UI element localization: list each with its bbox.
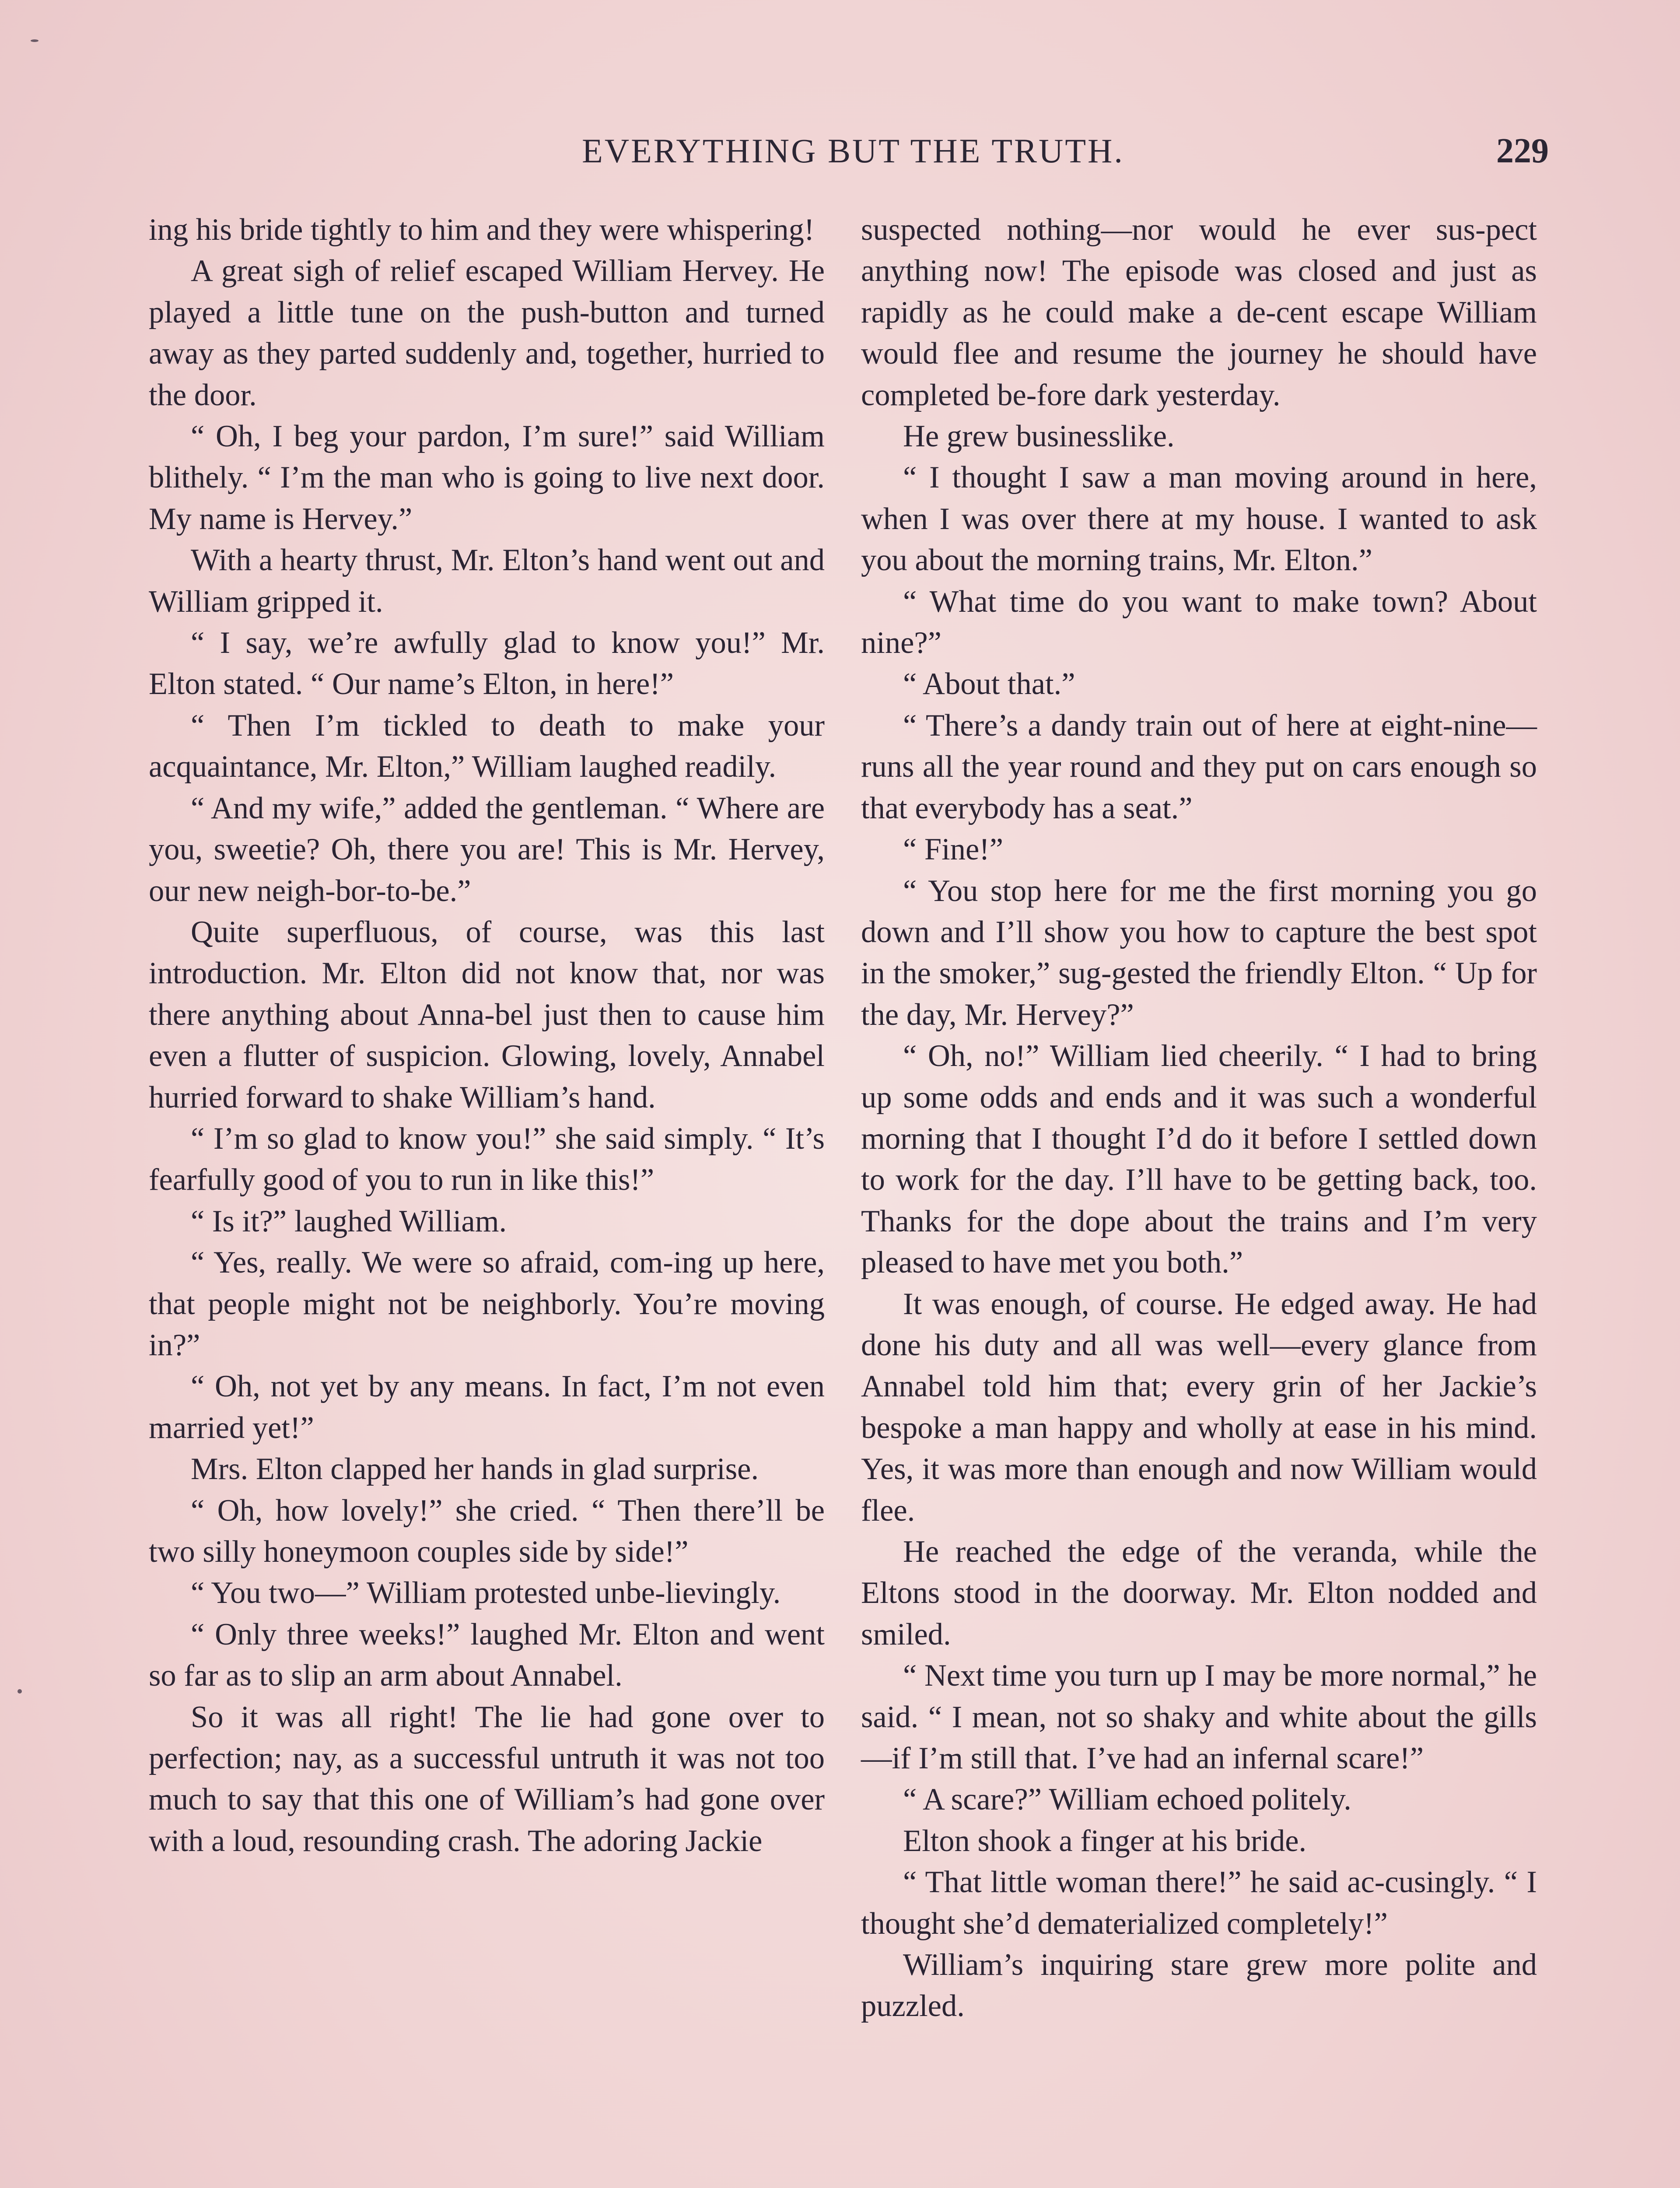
paragraph: “ And my wife,” added the gentleman. “ Where are you, sweetie? Oh, there you are! This is Mr. Hervey, our new neigh-bor-to-be.”	[149, 791, 825, 908]
paragraph: “ You stop here for me the first morning you go down and I’ll show you how to capture the best spot in the smoker,” sug-gested the friendly Elton. “ Up for the day, Mr. Hervey?”	[861, 873, 1537, 1032]
paragraph: He grew businesslike.	[903, 419, 1175, 454]
paragraph: A great sigh of relief escaped William Hervey. He played a little tune on the push-button and turned away as they parted suddenly and, together, hurried to the door.	[149, 254, 825, 412]
ink-fleck	[31, 39, 38, 42]
paragraph: He reached the edge of the veranda, while the Eltons stood in the doorway. Mr. Elton nodded and smiled.	[861, 1535, 1537, 1652]
paragraph: So it was all right! The lie had gone over to perfection; nay, as a successful untruth it was not too much to say that this one of William’s had gone over with a loud, resounding crash. The adoring Jackie	[149, 1700, 825, 1858]
paragraph: “ What time do you want to make town? About nine?”	[861, 584, 1537, 660]
paragraph: William’s inquiring stare grew more polite and puzzled.	[861, 1948, 1537, 2023]
paragraph: “ Yes, really. We were so afraid, com-ing up here, that people might not be neighborly. You’re moving in?”	[149, 1245, 825, 1362]
ink-fleck	[18, 1689, 22, 1694]
running-title: EVERYTHING BUT THE TRUTH.	[582, 132, 1124, 170]
paragraph: “ Then I’m tickled to death to make your acquaintance, Mr. Elton,” William laughed readily.	[149, 708, 825, 784]
right-text-column	[861, 209, 1537, 2027]
paragraph: “ That little woman there!” he said ac-cusingly. “ I thought she’d dematerialized completely!”	[861, 1865, 1537, 1941]
paragraph: “ Only three weeks!” laughed Mr. Elton and went so far as to slip an arm about Annabel.	[149, 1617, 825, 1693]
paragraph: “ You two—” William protested unbe-lievingly.	[191, 1576, 781, 1610]
paragraph: “ Next time you turn up I may be more normal,” he said. “ I mean, not so shaky and white about the gills—if I’m still that. I’ve had an infernal scare!”	[861, 1659, 1537, 1776]
paragraph: With a hearty thrust, Mr. Elton’s hand went out and William gripped it.	[149, 543, 825, 619]
paragraph: “ I’m so glad to know you!” she said simply. “ It’s fearfully good of you to run in like this!”	[149, 1121, 825, 1197]
paragraph: suspected nothing—nor would he ever sus-pect anything now! The episode was closed and just as rapidly as he could make a de-cent escape William would flee and resume the journey he should have completed be-fore dark yesterday.	[861, 213, 1537, 412]
paragraph: “ Fine!”	[903, 832, 1004, 867]
paragraph: Mrs. Elton clapped her hands in glad surprise.	[191, 1452, 759, 1487]
paragraph: “ There’s a dandy train out of here at eight-nine—runs all the year round and they put on cars enough so that everybody has a seat.”	[861, 708, 1537, 825]
paragraph: “ About that.”	[903, 667, 1075, 701]
paragraph: “ Oh, no!” William lied cheerily. “ I had to bring up some odds and ends and it was such a wonderful morning that I thought I’d do it before I settled down to work for the day. I’ll have to be getting back, too. Thanks for the dope about the trains and I’m very pleased to have met you both.”	[861, 1039, 1537, 1280]
paragraph: “ Oh, how lovely!” she cried. “ Then there’ll be two silly honeymoon couples side by side!”	[149, 1493, 825, 1569]
paragraph: “ I thought I saw a man moving around in here, when I was over there at my house. I wanted to ask you about the morning trains, Mr. Elton.”	[861, 460, 1537, 578]
paragraph: “ Oh, I beg your pardon, I’m sure!” said William blithely. “ I’m the man who is going to live next door. My name is Hervey.”	[149, 419, 825, 536]
paragraph: “ A scare?” William echoed politely.	[903, 1782, 1351, 1817]
paragraph: “ Oh, not yet by any means. In fact, I’m not even married yet!”	[149, 1369, 825, 1445]
page-number: 229	[1496, 132, 1549, 170]
paragraph: It was enough, of course. He edged away. He had done his duty and all was well—every glance from Annabel told him that; every grin of her Jackie’s bespoke a man happy and wholly at ease in his mind. Yes, it was more than enough and now William would flee.	[861, 1287, 1537, 1528]
paragraph: “ Is it?” laughed William.	[191, 1204, 507, 1238]
paragraph: Elton shook a finger at his bride.	[903, 1823, 1307, 1858]
paragraph: ing his bride tightly to him and they were whispering!	[149, 213, 815, 247]
paragraph: “ I say, we’re awfully glad to know you!” Mr. Elton stated. “ Our name’s Elton, in here!”	[149, 626, 825, 701]
left-text-column	[149, 209, 825, 1862]
page-header	[149, 131, 1549, 179]
paragraph: Quite superfluous, of course, was this last introduction. Mr. Elton did not know that, nor was there anything about Anna-bel just then to cause him even a flutter of suspicion. Glowing, lovely, Annabel hurried forward to shake William’s hand.	[149, 915, 825, 1115]
